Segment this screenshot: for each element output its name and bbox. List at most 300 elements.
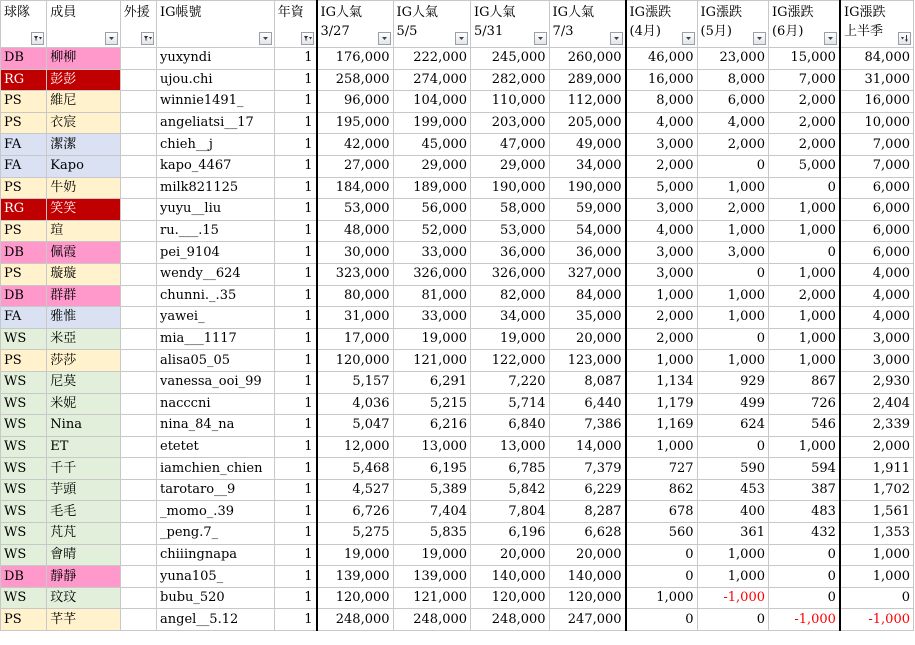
years-cell[interactable]: 1 <box>274 285 316 307</box>
popularity-cell[interactable]: 323,000 <box>317 263 394 285</box>
ig-account-cell[interactable]: chieh__j <box>157 134 275 156</box>
change-cell[interactable]: 1,000 <box>697 285 768 307</box>
ig-account-cell[interactable]: yuyu__liu <box>157 199 275 221</box>
change-cell[interactable]: 6,000 <box>840 220 914 242</box>
change-cell[interactable]: 2,000 <box>768 285 839 307</box>
ig-account-cell[interactable]: vanessa_ooi_99 <box>157 371 275 393</box>
ig-account-cell[interactable]: angel__5.12 <box>157 609 275 631</box>
popularity-cell[interactable]: 326,000 <box>393 263 471 285</box>
member-cell[interactable]: 笑笑 <box>47 199 120 221</box>
popularity-cell[interactable]: 5,157 <box>317 371 394 393</box>
team-cell[interactable]: WS <box>1 371 47 393</box>
change-cell[interactable]: 0 <box>697 436 768 458</box>
popularity-cell[interactable]: 8,287 <box>549 501 626 523</box>
change-cell[interactable]: 0 <box>768 587 839 609</box>
change-cell[interactable]: 0 <box>768 566 839 588</box>
change-cell[interactable]: 1,000 <box>697 566 768 588</box>
team-cell[interactable]: DB <box>1 285 47 307</box>
popularity-cell[interactable]: 6,726 <box>317 501 394 523</box>
popularity-cell[interactable]: 96,000 <box>317 91 394 113</box>
dropdown-arrow-icon[interactable] <box>534 32 547 45</box>
ig-account-cell[interactable]: yuxyndi <box>157 48 275 70</box>
change-cell[interactable]: 0 <box>768 544 839 566</box>
popularity-cell[interactable]: 34,000 <box>549 155 626 177</box>
popularity-cell[interactable]: 19,000 <box>393 544 471 566</box>
member-cell[interactable]: 米妮 <box>47 393 120 415</box>
change-cell[interactable]: 1,000 <box>697 307 768 329</box>
popularity-cell[interactable]: 36,000 <box>549 242 626 264</box>
popularity-cell[interactable]: 36,000 <box>471 242 550 264</box>
popularity-cell[interactable]: 19,000 <box>393 328 471 350</box>
change-cell[interactable]: 16,000 <box>840 91 914 113</box>
change-cell[interactable]: 1,911 <box>840 458 914 480</box>
change-cell[interactable]: 1,000 <box>626 285 697 307</box>
change-cell[interactable]: 726 <box>768 393 839 415</box>
popularity-cell[interactable]: 190,000 <box>471 177 550 199</box>
change-cell[interactable]: 1,000 <box>768 263 839 285</box>
change-cell[interactable]: 1,702 <box>840 479 914 501</box>
popularity-cell[interactable]: 31,000 <box>317 307 394 329</box>
member-cell[interactable]: 維尼 <box>47 91 120 113</box>
popularity-cell[interactable]: 49,000 <box>549 134 626 156</box>
member-cell[interactable]: 牛奶 <box>47 177 120 199</box>
team-cell[interactable]: WS <box>1 523 47 545</box>
team-cell[interactable]: DB <box>1 48 47 70</box>
change-cell[interactable]: 0 <box>697 155 768 177</box>
change-cell[interactable]: 4,000 <box>626 220 697 242</box>
popularity-cell[interactable]: 20,000 <box>549 544 626 566</box>
external-cell[interactable] <box>120 112 156 134</box>
change-cell[interactable]: 1,000 <box>768 307 839 329</box>
years-cell[interactable]: 1 <box>274 177 316 199</box>
change-cell[interactable]: 499 <box>697 393 768 415</box>
team-cell[interactable]: WS <box>1 479 47 501</box>
external-cell[interactable] <box>120 91 156 113</box>
change-cell[interactable]: 0 <box>697 609 768 631</box>
years-cell[interactable]: 1 <box>274 91 316 113</box>
member-cell[interactable]: 米亞 <box>47 328 120 350</box>
popularity-cell[interactable]: 6,291 <box>393 371 471 393</box>
change-cell[interactable]: 1,000 <box>768 220 839 242</box>
member-cell[interactable]: 莎莎 <box>47 350 120 372</box>
change-cell[interactable]: 432 <box>768 523 839 545</box>
member-cell[interactable]: 彭彭 <box>47 69 120 91</box>
popularity-cell[interactable]: 139,000 <box>317 566 394 588</box>
popularity-cell[interactable]: 4,527 <box>317 479 394 501</box>
popularity-cell[interactable]: 6,195 <box>393 458 471 480</box>
popularity-cell[interactable]: 205,000 <box>549 112 626 134</box>
popularity-cell[interactable]: 5,842 <box>471 479 550 501</box>
member-cell[interactable]: 衣宸 <box>47 112 120 134</box>
external-cell[interactable] <box>120 523 156 545</box>
popularity-cell[interactable]: 120,000 <box>317 587 394 609</box>
ig-account-cell[interactable]: iamchien_chien <box>157 458 275 480</box>
change-cell[interactable]: 6,000 <box>840 242 914 264</box>
popularity-cell[interactable]: 120,000 <box>471 587 550 609</box>
popularity-cell[interactable]: 42,000 <box>317 134 394 156</box>
popularity-cell[interactable]: 13,000 <box>393 436 471 458</box>
change-cell[interactable]: 31,000 <box>840 69 914 91</box>
change-cell[interactable]: 3,000 <box>840 328 914 350</box>
popularity-cell[interactable]: 8,087 <box>549 371 626 393</box>
external-cell[interactable] <box>120 177 156 199</box>
popularity-cell[interactable]: 14,000 <box>549 436 626 458</box>
years-cell[interactable]: 1 <box>274 501 316 523</box>
popularity-cell[interactable]: 80,000 <box>317 285 394 307</box>
change-cell[interactable]: 1,000 <box>626 587 697 609</box>
team-cell[interactable]: WS <box>1 436 47 458</box>
popularity-cell[interactable]: 274,000 <box>393 69 471 91</box>
years-cell[interactable]: 1 <box>274 112 316 134</box>
change-cell[interactable]: 361 <box>697 523 768 545</box>
change-cell[interactable]: 16,000 <box>626 69 697 91</box>
popularity-cell[interactable]: 140,000 <box>549 566 626 588</box>
change-cell[interactable]: 2,000 <box>697 199 768 221</box>
member-cell[interactable]: 芋頭 <box>47 479 120 501</box>
change-cell[interactable]: 0 <box>626 609 697 631</box>
member-cell[interactable]: Nina <box>47 415 120 437</box>
change-cell[interactable]: 400 <box>697 501 768 523</box>
change-cell[interactable]: 727 <box>626 458 697 480</box>
years-cell[interactable]: 1 <box>274 609 316 631</box>
popularity-cell[interactable]: 184,000 <box>317 177 394 199</box>
external-cell[interactable] <box>120 199 156 221</box>
change-cell[interactable]: 1,000 <box>840 544 914 566</box>
change-cell[interactable]: 2,000 <box>768 91 839 113</box>
filter-active-icon[interactable] <box>141 32 154 45</box>
popularity-cell[interactable]: 190,000 <box>549 177 626 199</box>
member-cell[interactable]: 千千 <box>47 458 120 480</box>
ig-account-cell[interactable]: etetet <box>157 436 275 458</box>
popularity-cell[interactable]: 139,000 <box>393 566 471 588</box>
member-cell[interactable]: 毛毛 <box>47 501 120 523</box>
years-cell[interactable]: 1 <box>274 415 316 437</box>
change-cell[interactable]: 590 <box>697 458 768 480</box>
change-cell[interactable]: 1,000 <box>840 566 914 588</box>
change-cell[interactable]: 6,000 <box>840 199 914 221</box>
change-cell[interactable]: 0 <box>697 263 768 285</box>
change-cell[interactable]: 2,000 <box>626 307 697 329</box>
change-cell[interactable]: 23,000 <box>697 48 768 70</box>
change-cell[interactable]: -1,000 <box>840 609 914 631</box>
ig-account-cell[interactable]: nacccni <box>157 393 275 415</box>
ig-account-cell[interactable]: alisa05_05 <box>157 350 275 372</box>
popularity-cell[interactable]: 6,196 <box>471 523 550 545</box>
popularity-cell[interactable]: 53,000 <box>471 220 550 242</box>
filter-active-icon[interactable] <box>31 32 44 45</box>
popularity-cell[interactable]: 12,000 <box>317 436 394 458</box>
ig-account-cell[interactable]: ru.___.15 <box>157 220 275 242</box>
sort-descending-icon[interactable] <box>898 32 911 45</box>
team-cell[interactable]: DB <box>1 566 47 588</box>
popularity-cell[interactable]: 327,000 <box>549 263 626 285</box>
popularity-cell[interactable]: 56,000 <box>393 199 471 221</box>
years-cell[interactable]: 1 <box>274 587 316 609</box>
change-cell[interactable]: -1,000 <box>768 609 839 631</box>
years-cell[interactable]: 1 <box>274 48 316 70</box>
popularity-cell[interactable]: 110,000 <box>471 91 550 113</box>
popularity-cell[interactable]: 5,047 <box>317 415 394 437</box>
change-cell[interactable]: 1,000 <box>768 350 839 372</box>
member-cell[interactable]: 芊芊 <box>47 609 120 631</box>
popularity-cell[interactable]: 6,216 <box>393 415 471 437</box>
popularity-cell[interactable]: 20,000 <box>471 544 550 566</box>
change-cell[interactable]: 6,000 <box>840 177 914 199</box>
popularity-cell[interactable]: 5,215 <box>393 393 471 415</box>
popularity-cell[interactable]: 54,000 <box>549 220 626 242</box>
change-cell[interactable]: 1,000 <box>768 436 839 458</box>
team-cell[interactable]: DB <box>1 242 47 264</box>
team-cell[interactable]: PS <box>1 263 47 285</box>
popularity-cell[interactable]: 47,000 <box>471 134 550 156</box>
years-cell[interactable]: 1 <box>274 242 316 264</box>
member-cell[interactable]: 玟玟 <box>47 587 120 609</box>
ig-account-cell[interactable]: yawei_ <box>157 307 275 329</box>
change-cell[interactable]: 1,000 <box>626 350 697 372</box>
change-cell[interactable]: 3,000 <box>626 199 697 221</box>
years-cell[interactable]: 1 <box>274 328 316 350</box>
change-cell[interactable]: 5,000 <box>626 177 697 199</box>
popularity-cell[interactable]: 7,404 <box>393 501 471 523</box>
team-cell[interactable]: WS <box>1 501 47 523</box>
ig-account-cell[interactable]: chunni._.35 <box>157 285 275 307</box>
external-cell[interactable] <box>120 609 156 631</box>
change-cell[interactable]: 4,000 <box>697 112 768 134</box>
member-cell[interactable]: 璇璇 <box>47 263 120 285</box>
years-cell[interactable]: 1 <box>274 155 316 177</box>
ig-account-cell[interactable]: ujou.chi <box>157 69 275 91</box>
ig-account-cell[interactable]: milk821125 <box>157 177 275 199</box>
years-cell[interactable]: 1 <box>274 69 316 91</box>
ig-account-cell[interactable]: chiiingnapa <box>157 544 275 566</box>
popularity-cell[interactable]: 222,000 <box>393 48 471 70</box>
popularity-cell[interactable]: 247,000 <box>549 609 626 631</box>
change-cell[interactable]: 0 <box>768 242 839 264</box>
popularity-cell[interactable]: 189,000 <box>393 177 471 199</box>
change-cell[interactable]: 624 <box>697 415 768 437</box>
change-cell[interactable]: 1,000 <box>697 220 768 242</box>
change-cell[interactable]: 0 <box>840 587 914 609</box>
member-cell[interactable]: 佩霞 <box>47 242 120 264</box>
change-cell[interactable]: 4,000 <box>840 285 914 307</box>
change-cell[interactable]: 387 <box>768 479 839 501</box>
ig-account-cell[interactable]: angeliatsi__17 <box>157 112 275 134</box>
popularity-cell[interactable]: 6,229 <box>549 479 626 501</box>
years-cell[interactable]: 1 <box>274 371 316 393</box>
years-cell[interactable]: 1 <box>274 350 316 372</box>
change-cell[interactable]: 7,000 <box>768 69 839 91</box>
ig-account-cell[interactable]: _momo_.39 <box>157 501 275 523</box>
change-cell[interactable]: 453 <box>697 479 768 501</box>
external-cell[interactable] <box>120 436 156 458</box>
member-cell[interactable]: 雅惟 <box>47 307 120 329</box>
popularity-cell[interactable]: 29,000 <box>471 155 550 177</box>
years-cell[interactable]: 1 <box>274 544 316 566</box>
change-cell[interactable]: 8,000 <box>697 69 768 91</box>
member-cell[interactable]: 芃芃 <box>47 523 120 545</box>
team-cell[interactable]: RG <box>1 69 47 91</box>
popularity-cell[interactable]: 29,000 <box>393 155 471 177</box>
team-cell[interactable]: PS <box>1 91 47 113</box>
change-cell[interactable]: 1,169 <box>626 415 697 437</box>
popularity-cell[interactable]: 282,000 <box>471 69 550 91</box>
years-cell[interactable]: 1 <box>274 220 316 242</box>
popularity-cell[interactable]: 258,000 <box>317 69 394 91</box>
external-cell[interactable] <box>120 307 156 329</box>
change-cell[interactable]: 0 <box>626 544 697 566</box>
change-cell[interactable]: 678 <box>626 501 697 523</box>
team-cell[interactable]: FA <box>1 307 47 329</box>
dropdown-arrow-icon[interactable] <box>455 32 468 45</box>
change-cell[interactable]: 483 <box>768 501 839 523</box>
change-cell[interactable]: -1,000 <box>697 587 768 609</box>
popularity-cell[interactable]: 6,628 <box>549 523 626 545</box>
popularity-cell[interactable]: 289,000 <box>549 69 626 91</box>
popularity-cell[interactable]: 5,714 <box>471 393 550 415</box>
change-cell[interactable]: 4,000 <box>840 307 914 329</box>
team-cell[interactable]: PS <box>1 112 47 134</box>
popularity-cell[interactable]: 248,000 <box>471 609 550 631</box>
change-cell[interactable]: 4,000 <box>840 263 914 285</box>
change-cell[interactable]: 1,561 <box>840 501 914 523</box>
ig-account-cell[interactable]: wendy__624 <box>157 263 275 285</box>
popularity-cell[interactable]: 58,000 <box>471 199 550 221</box>
external-cell[interactable] <box>120 544 156 566</box>
years-cell[interactable]: 1 <box>274 436 316 458</box>
team-cell[interactable]: WS <box>1 415 47 437</box>
team-cell[interactable]: PS <box>1 177 47 199</box>
filter-active-icon[interactable] <box>301 32 314 45</box>
popularity-cell[interactable]: 104,000 <box>393 91 471 113</box>
popularity-cell[interactable]: 7,386 <box>549 415 626 437</box>
change-cell[interactable]: 1,000 <box>626 436 697 458</box>
change-cell[interactable]: 867 <box>768 371 839 393</box>
change-cell[interactable]: 862 <box>626 479 697 501</box>
external-cell[interactable] <box>120 220 156 242</box>
change-cell[interactable]: 1,000 <box>697 544 768 566</box>
popularity-cell[interactable]: 5,468 <box>317 458 394 480</box>
years-cell[interactable]: 1 <box>274 307 316 329</box>
member-cell[interactable]: 會晴 <box>47 544 120 566</box>
change-cell[interactable]: 2,000 <box>626 155 697 177</box>
dropdown-arrow-icon[interactable] <box>824 32 837 45</box>
popularity-cell[interactable]: 19,000 <box>471 328 550 350</box>
change-cell[interactable]: 2,000 <box>840 436 914 458</box>
team-cell[interactable]: WS <box>1 587 47 609</box>
change-cell[interactable]: 1,000 <box>697 350 768 372</box>
team-cell[interactable]: WS <box>1 458 47 480</box>
popularity-cell[interactable]: 59,000 <box>549 199 626 221</box>
popularity-cell[interactable]: 199,000 <box>393 112 471 134</box>
external-cell[interactable] <box>120 242 156 264</box>
popularity-cell[interactable]: 5,275 <box>317 523 394 545</box>
team-cell[interactable]: PS <box>1 609 47 631</box>
popularity-cell[interactable]: 20,000 <box>549 328 626 350</box>
popularity-cell[interactable]: 120,000 <box>549 587 626 609</box>
external-cell[interactable] <box>120 566 156 588</box>
member-cell[interactable]: 靜靜 <box>47 566 120 588</box>
popularity-cell[interactable]: 112,000 <box>549 91 626 113</box>
change-cell[interactable]: 1,353 <box>840 523 914 545</box>
external-cell[interactable] <box>120 501 156 523</box>
team-cell[interactable]: RG <box>1 199 47 221</box>
external-cell[interactable] <box>120 328 156 350</box>
change-cell[interactable]: 929 <box>697 371 768 393</box>
change-cell[interactable]: 2,000 <box>697 134 768 156</box>
popularity-cell[interactable]: 5,835 <box>393 523 471 545</box>
change-cell[interactable]: 7,000 <box>840 155 914 177</box>
popularity-cell[interactable]: 260,000 <box>549 48 626 70</box>
change-cell[interactable]: 84,000 <box>840 48 914 70</box>
ig-account-cell[interactable]: tarotaro__9 <box>157 479 275 501</box>
dropdown-arrow-icon[interactable] <box>378 32 391 45</box>
external-cell[interactable] <box>120 587 156 609</box>
change-cell[interactable]: 0 <box>768 177 839 199</box>
popularity-cell[interactable]: 30,000 <box>317 242 394 264</box>
change-cell[interactable]: 2,404 <box>840 393 914 415</box>
popularity-cell[interactable]: 84,000 <box>549 285 626 307</box>
change-cell[interactable]: 3,000 <box>697 242 768 264</box>
member-cell[interactable]: 瑄 <box>47 220 120 242</box>
popularity-cell[interactable]: 81,000 <box>393 285 471 307</box>
popularity-cell[interactable]: 7,804 <box>471 501 550 523</box>
change-cell[interactable]: 8,000 <box>626 91 697 113</box>
popularity-cell[interactable]: 6,840 <box>471 415 550 437</box>
years-cell[interactable]: 1 <box>274 393 316 415</box>
change-cell[interactable]: 3,000 <box>840 350 914 372</box>
external-cell[interactable] <box>120 479 156 501</box>
ig-account-cell[interactable]: nina_84_na <box>157 415 275 437</box>
change-cell[interactable]: 3,000 <box>626 134 697 156</box>
external-cell[interactable] <box>120 393 156 415</box>
popularity-cell[interactable]: 33,000 <box>393 307 471 329</box>
member-cell[interactable]: ET <box>47 436 120 458</box>
external-cell[interactable] <box>120 458 156 480</box>
change-cell[interactable]: 560 <box>626 523 697 545</box>
popularity-cell[interactable]: 140,000 <box>471 566 550 588</box>
dropdown-arrow-icon[interactable] <box>105 32 118 45</box>
member-cell[interactable]: Kapo <box>47 155 120 177</box>
member-cell[interactable]: 柳柳 <box>47 48 120 70</box>
team-cell[interactable]: WS <box>1 544 47 566</box>
ig-account-cell[interactable]: yuna105_ <box>157 566 275 588</box>
popularity-cell[interactable]: 45,000 <box>393 134 471 156</box>
years-cell[interactable]: 1 <box>274 458 316 480</box>
change-cell[interactable]: 7,000 <box>840 134 914 156</box>
ig-account-cell[interactable]: winnie1491_ <box>157 91 275 113</box>
external-cell[interactable] <box>120 371 156 393</box>
years-cell[interactable]: 1 <box>274 263 316 285</box>
external-cell[interactable] <box>120 263 156 285</box>
change-cell[interactable]: 0 <box>697 328 768 350</box>
popularity-cell[interactable]: 122,000 <box>471 350 550 372</box>
ig-account-cell[interactable]: _peng.7_ <box>157 523 275 545</box>
popularity-cell[interactable]: 17,000 <box>317 328 394 350</box>
change-cell[interactable]: 1,000 <box>697 177 768 199</box>
change-cell[interactable]: 1,000 <box>768 199 839 221</box>
change-cell[interactable]: 4,000 <box>626 112 697 134</box>
ig-account-cell[interactable]: kapo_4467 <box>157 155 275 177</box>
popularity-cell[interactable]: 82,000 <box>471 285 550 307</box>
popularity-cell[interactable]: 4,036 <box>317 393 394 415</box>
popularity-cell[interactable]: 52,000 <box>393 220 471 242</box>
change-cell[interactable]: 3,000 <box>626 242 697 264</box>
change-cell[interactable]: 6,000 <box>697 91 768 113</box>
popularity-cell[interactable]: 13,000 <box>471 436 550 458</box>
dropdown-arrow-icon[interactable] <box>610 32 623 45</box>
popularity-cell[interactable]: 203,000 <box>471 112 550 134</box>
popularity-cell[interactable]: 123,000 <box>549 350 626 372</box>
